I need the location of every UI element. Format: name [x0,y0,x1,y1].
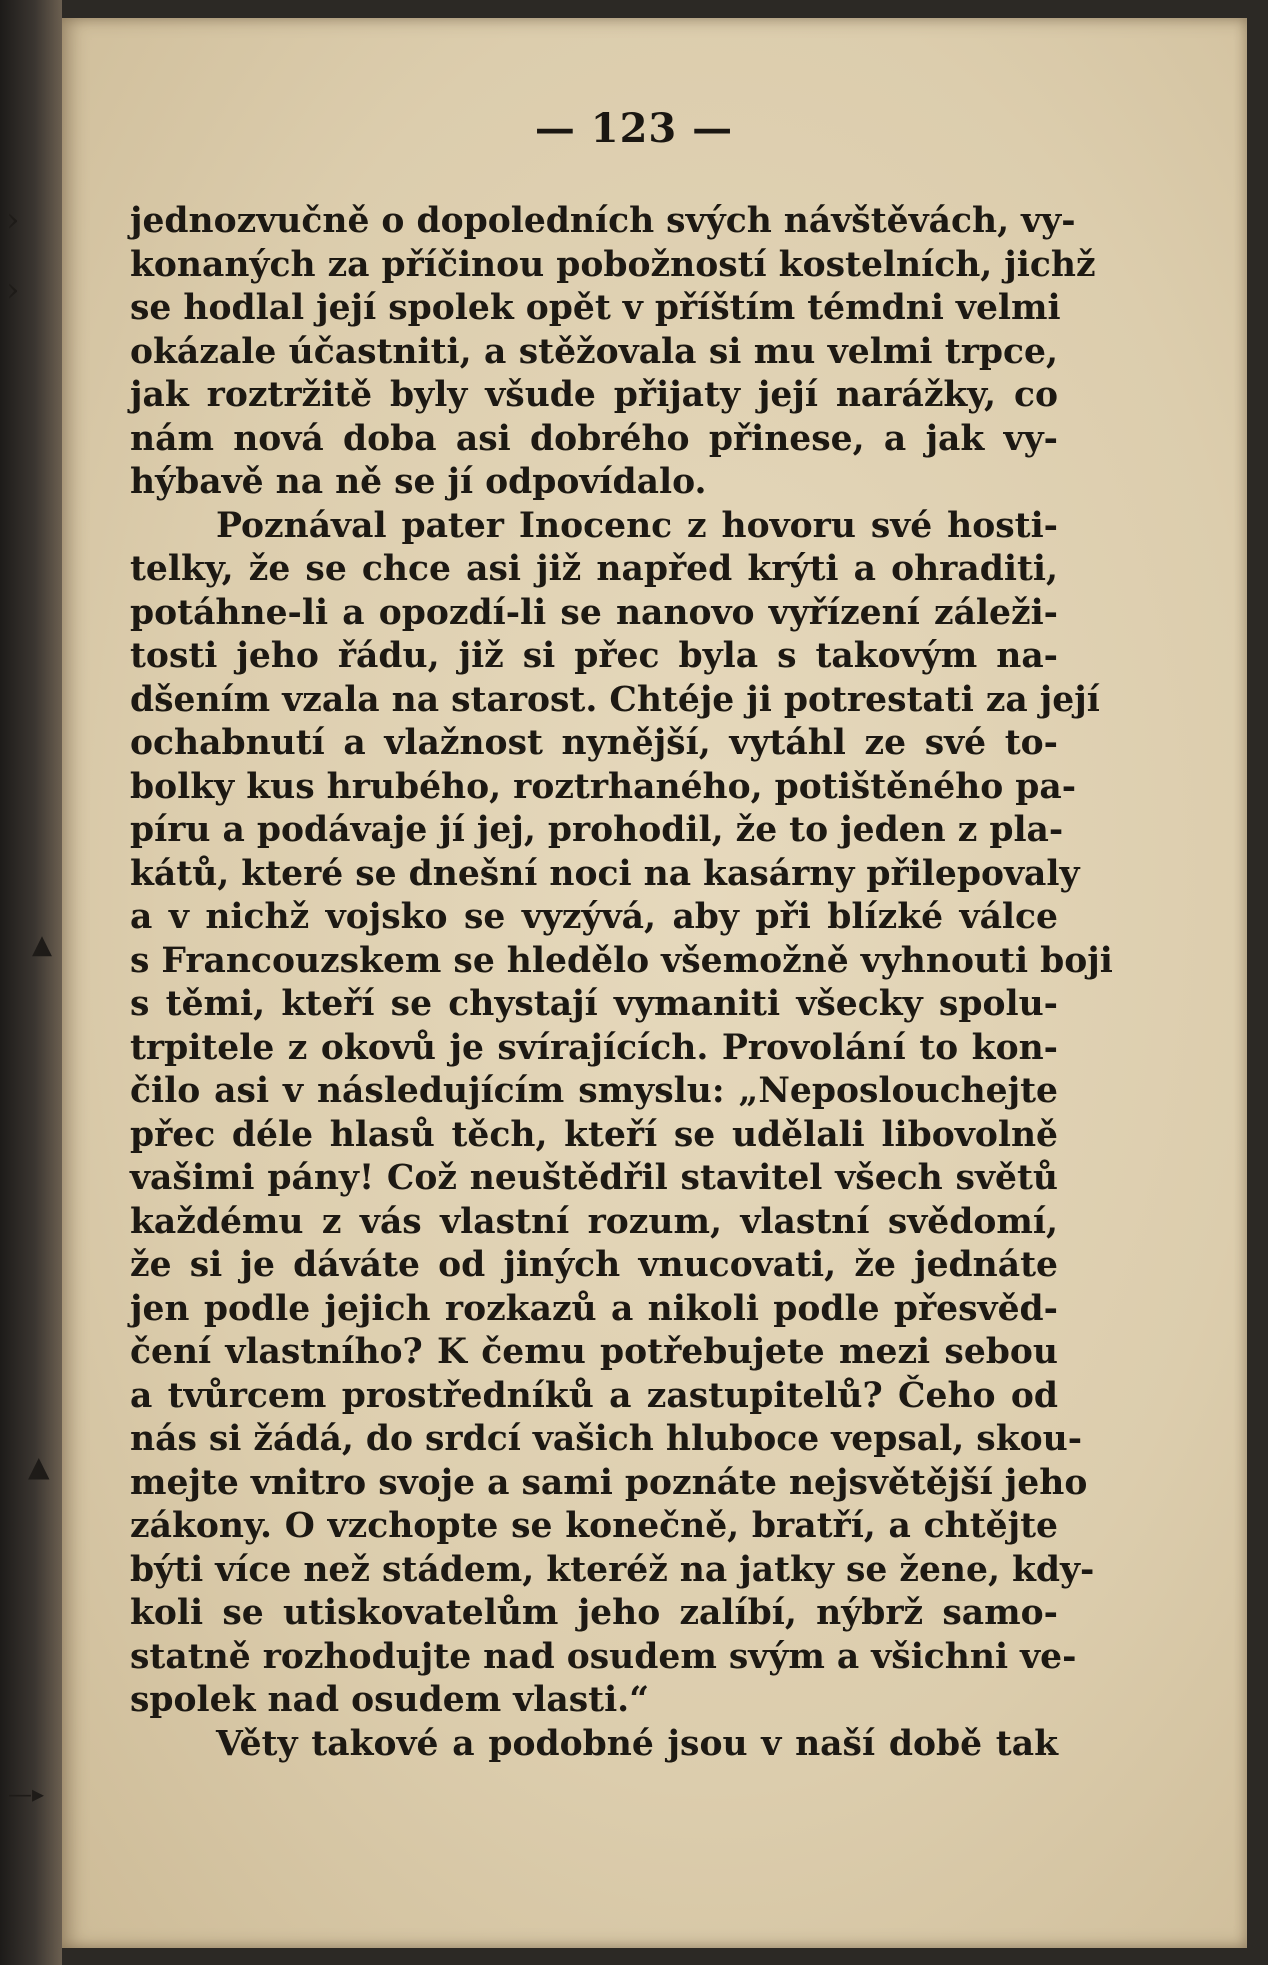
text-line: konaných za příčinou pobožností kostelních, jichž [130,244,1096,285]
text-line: čení vlastního? K čemu potřebujete mezi sebou [130,1332,1058,1372]
text-line: zákony. O vzchopte se konečně, bratří, a chtějte [130,1506,1058,1546]
text-line: dšením vzala na starost. Chtéje ji potrestati za její [130,679,1100,720]
margin-mark: › [6,270,20,310]
text-line: že si je dáváte od jiných vnucovati, že jednáte [130,1245,1058,1285]
text-line: mejte vnitro svoje a sami poznáte nejsvětější jeho [130,1462,1088,1503]
text-line: hýbavě na ně se jí odpovídalo. [130,462,707,502]
text-line: nám nová doba asi dobrého přinese, a jak vy- [130,418,1058,459]
text-line: Věty takové a podobné jsou v naší době tak [216,1723,1058,1764]
margin-mark: › [6,200,20,240]
text-line: spolek nad osudem vlasti.“ [130,1680,650,1720]
text-line: telky, že se chce asi již napřed krýti a ohraditi, [130,549,1058,589]
text-line: kátů, které se dnešní noci na kasárny přilepovaly [130,853,1080,894]
text-line: býti více než stádem, kteréž na jatky se žene, kdy- [130,1549,1095,1590]
text-line: nás si žádá, do srdcí vašich hluboce vepsal, skou- [130,1419,1083,1459]
text-line: potáhne-li a opozdí-li se nanovo vyřízení záleži- [130,592,1058,633]
text-line: okázale účastniti, a stěžovala si mu velmi trpce, [130,331,1058,372]
text-line: každému z vás vlastní rozum, vlastní svědomí, [130,1201,1058,1242]
text-line: tosti jeho řádu, již si přec byla s takovým na- [130,636,1058,676]
text-line: píru a podávaje jí jej, prohodil, že to jeden z pla- [130,810,1064,850]
body-text [130,200,1113,1766]
text-line: Poznával pater Inocenc z hovoru své hosti- [216,505,1058,546]
text-line: jak roztržitě byly všude přijaty její narážky, co [130,375,1058,415]
text-line: statně rozhodujte nad osudem svým a všichni ve- [130,1636,1077,1677]
margin-mark: ▲ [32,930,52,960]
text-line: bolky kus hrubého, roztrhaného, potištěného pa- [130,766,1077,807]
text-line: vašimi pány! Což neuštědřil stavitel všech světů [130,1158,1058,1198]
margin-mark: —▸ [8,1780,45,1808]
text-line: koli se utiskovatelům jeho zalíbí, nýbrž samo- [130,1593,1058,1633]
text-line: trpitele z okovů je svírajících. Provolání to kon- [130,1027,1058,1068]
page-number: — 123 — [534,105,734,152]
margin-mark: ▲ [28,1450,50,1483]
text-line: s těmi, kteří se chystají vymaniti všecky spolu- [130,984,1058,1024]
text-line: čilo asi v následujícím smyslu: „Neposlouchejte [130,1071,1058,1111]
text-line: a v nichž vojsko se vyzývá, aby při blízké válce [130,897,1058,937]
text-line: a tvůrcem prostředníků a zastupitelů? Čeho od [130,1375,1058,1416]
text-line: jen podle jejich rozkazů a nikoli podle přesvěd- [130,1288,1058,1329]
text-line: s Francouzskem se hledělo všemožně vyhnouti boji [130,940,1113,981]
text-line: jednozvučně o dopoledních svých návštěvách, vy- [130,201,1076,241]
text-line: přec déle hlasů těch, kteří se udělali libovolně [130,1114,1058,1155]
text-line: se hodlal její spolek opět v příštím témdni velmi [130,288,1061,328]
text-line: ochabnutí a vlažnost nynější, vytáhl ze své to- [130,723,1058,763]
